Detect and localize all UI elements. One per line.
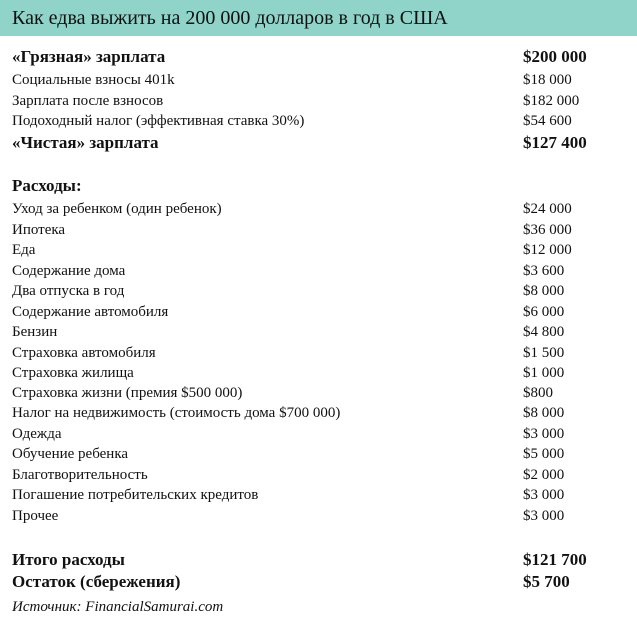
row-value: $5 700: [523, 572, 570, 591]
row-label: Страховка жизни (премия $500 000): [12, 384, 243, 401]
row-label: Благотворительность: [12, 466, 148, 483]
row-label: Остаток (сбережения): [12, 572, 181, 591]
budget-row: [12, 403, 622, 423]
row-value: $3 000: [523, 425, 565, 442]
budget-row: [12, 343, 622, 363]
budget-row: [12, 240, 622, 260]
row-value: $200 000: [523, 47, 587, 66]
row-value: $182 000: [523, 92, 580, 109]
row-label: Уход за ребенком (один ребенок): [12, 200, 222, 217]
row-label: Итого расходы: [12, 550, 125, 569]
budget-row: [12, 465, 622, 485]
row-label: Обучение ребенка: [12, 445, 129, 462]
budget-row: [12, 572, 622, 592]
budget-row: [12, 261, 622, 281]
title-bar: [0, 0, 637, 36]
row-value: $3 600: [523, 262, 565, 279]
budget-row: [12, 485, 622, 505]
row-value: $36 000: [523, 221, 572, 238]
row-label: Страховка жилища: [12, 364, 134, 381]
row-label: Погашение потребительских кредитов: [12, 486, 259, 503]
row-label: Бензин: [12, 323, 58, 340]
budget-row: [12, 383, 622, 403]
row-value: $121 700: [523, 550, 587, 569]
row-value: $18 000: [523, 71, 572, 88]
row-value: $6 000: [523, 303, 565, 320]
row-label: Содержание автомобиля: [12, 303, 169, 320]
row-value: $24 000: [523, 200, 572, 217]
row-label: Социальные взносы 401k: [12, 71, 175, 88]
row-value: $12 000: [523, 241, 572, 258]
budget-row: [12, 91, 622, 111]
row-label: Прочее: [12, 507, 59, 524]
row-value: $800: [523, 384, 553, 401]
budget-row: [12, 281, 622, 301]
budget-row: [12, 133, 622, 153]
budget-row: [12, 506, 622, 526]
row-label: «Грязная» зарплата: [12, 47, 166, 66]
row-value: $1 500: [523, 344, 565, 361]
budget-row: [12, 322, 622, 342]
row-label: Ипотека: [12, 221, 66, 238]
row-value: $3 000: [523, 507, 565, 524]
row-value: $4 800: [523, 323, 565, 340]
row-label: Одежда: [12, 425, 62, 442]
row-label: Еда: [12, 241, 36, 258]
row-value: $2 000: [523, 466, 565, 483]
budget-row: [12, 444, 622, 464]
budget-row: [12, 424, 622, 444]
budget-row: [12, 302, 622, 322]
budget-row: [12, 220, 622, 240]
row-label: Расходы:: [12, 176, 82, 195]
budget-row: [12, 70, 622, 90]
row-label: Два отпуска в год: [12, 282, 125, 299]
budget-row: [12, 47, 622, 67]
row-label: «Чистая» зарплата: [12, 133, 159, 152]
row-value: $127 400: [523, 133, 587, 152]
row-value: $54 600: [523, 112, 572, 129]
row-label: Страховка автомобиля: [12, 344, 156, 361]
row-label: Содержание дома: [12, 262, 126, 279]
row-value: $3 000: [523, 486, 565, 503]
source-note: Источник: FinancialSamurai.com: [12, 599, 224, 615]
row-value: $8 000: [523, 404, 565, 421]
row-label: Зарплата после взносов: [12, 92, 164, 109]
budget-row: [12, 176, 622, 196]
row-value: $8 000: [523, 282, 565, 299]
row-label: Подоходный налог (эффективная ставка 30%): [12, 112, 305, 129]
budget-row: [12, 111, 622, 131]
row-value: $1 000: [523, 364, 565, 381]
budget-row: [12, 363, 622, 383]
row-value: $5 000: [523, 445, 565, 462]
row-label: Налог на недвижимость (стоимость дома $700 000): [12, 404, 341, 421]
budget-row: [12, 199, 622, 219]
page-title: Как едва выжить на 200 000 долларов в год в США: [12, 6, 448, 29]
budget-row: [12, 550, 622, 570]
